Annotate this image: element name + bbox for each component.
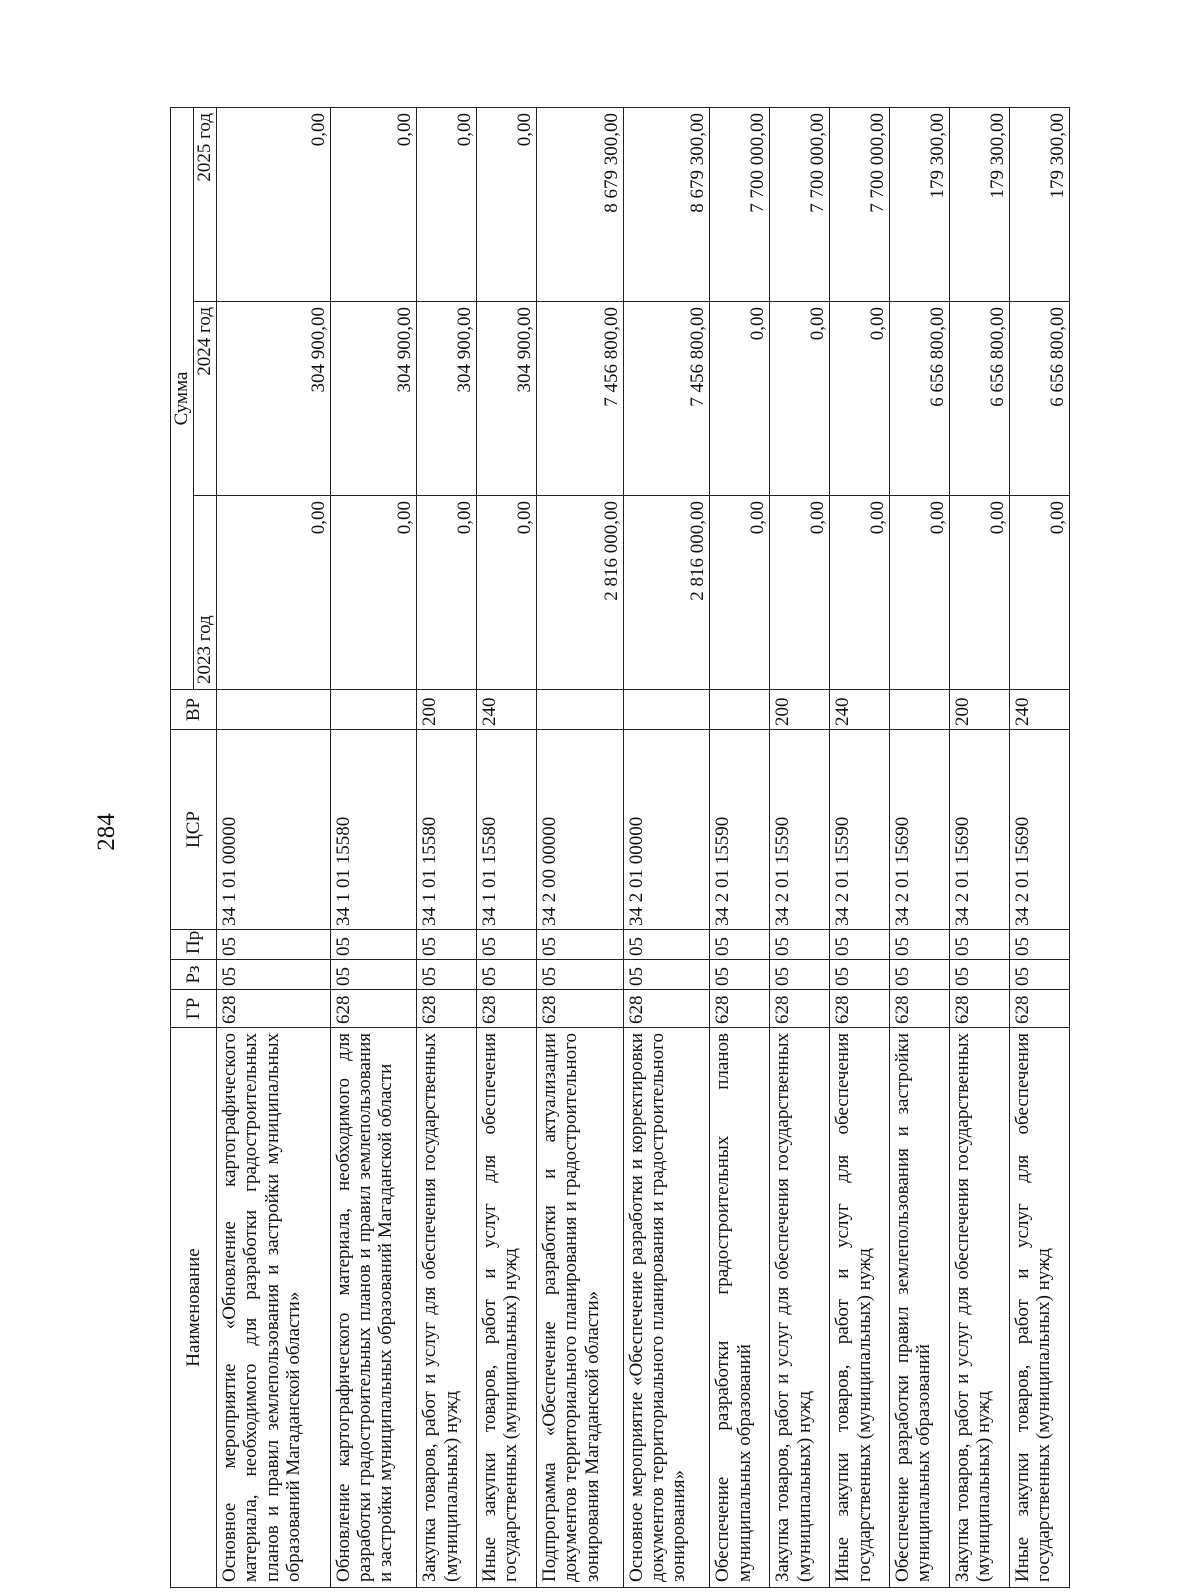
row-rz: 05 <box>537 960 624 990</box>
row-csr: 34 2 01 15590 <box>710 730 770 930</box>
row-gr: 628 <box>770 990 830 1028</box>
row-vr: 240 <box>477 690 537 730</box>
table-row <box>770 107 830 1587</box>
row-name: Обновление картографического материала, необходимого для разработки градостроительных планов и правил землепользования и застройки муниципальных образований Магаданской области <box>330 1028 417 1588</box>
row-pr: 05 <box>217 930 331 960</box>
header-row-top <box>171 107 194 1587</box>
row-gr: 628 <box>830 990 890 1028</box>
row-2025: 8 679 300,00 <box>537 107 624 301</box>
row-2024: 304 900,00 <box>417 302 477 496</box>
row-gr: 628 <box>623 990 710 1028</box>
row-name: Закупка товаров, работ и услуг для обеспечения государственных (муниципальных) нужд <box>950 1028 1010 1588</box>
table-row <box>330 107 417 1587</box>
header-2025: 2025 год <box>194 107 217 301</box>
row-pr: 05 <box>1010 930 1070 960</box>
row-2024: 304 900,00 <box>330 302 417 496</box>
row-pr: 05 <box>330 930 417 960</box>
table-row <box>477 107 537 1587</box>
row-name: Основное мероприятие «Обновление картографического материала, необходимого для разработки градостроительных планов и правил землепользования и застройки муниципальных образований Магаданской области» <box>217 1028 331 1588</box>
row-pr: 05 <box>770 930 830 960</box>
row-pr: 05 <box>830 930 890 960</box>
row-gr: 628 <box>217 990 331 1028</box>
row-vr <box>890 690 950 730</box>
row-rz: 05 <box>1010 960 1070 990</box>
row-2023: 0,00 <box>710 496 770 690</box>
row-rz: 05 <box>710 960 770 990</box>
header-2024: 2024 год <box>194 302 217 496</box>
budget-table-container <box>170 108 1070 1588</box>
row-2023: 0,00 <box>950 496 1010 690</box>
row-2023: 0,00 <box>330 496 417 690</box>
row-csr: 34 1 01 15580 <box>477 730 537 930</box>
row-2023: 0,00 <box>890 496 950 690</box>
header-rz: Рз <box>171 960 217 990</box>
page-number: 284 <box>93 813 120 851</box>
table-row <box>890 107 950 1587</box>
row-2025: 0,00 <box>477 107 537 301</box>
row-csr: 34 1 01 15580 <box>417 730 477 930</box>
row-2024: 304 900,00 <box>217 302 331 496</box>
row-2023: 0,00 <box>830 496 890 690</box>
row-pr: 05 <box>710 930 770 960</box>
header-pr: Пр <box>171 930 217 960</box>
row-csr: 34 2 01 15690 <box>950 730 1010 930</box>
row-gr: 628 <box>417 990 477 1028</box>
row-2023: 0,00 <box>1010 496 1070 690</box>
row-vr <box>217 690 331 730</box>
row-2025: 7 700 000,00 <box>830 107 890 301</box>
row-2024: 7 456 800,00 <box>537 302 624 496</box>
row-2023: 0,00 <box>477 496 537 690</box>
row-rz: 05 <box>330 960 417 990</box>
row-vr: 200 <box>770 690 830 730</box>
table-row <box>217 107 331 1587</box>
row-name: Иные закупки товаров, работ и услуг для обеспечения государственных (муниципальных) нужд <box>830 1028 890 1588</box>
row-csr: 34 2 01 15590 <box>830 730 890 930</box>
row-gr: 628 <box>537 990 624 1028</box>
row-2025: 0,00 <box>217 107 331 301</box>
row-pr: 05 <box>477 930 537 960</box>
row-vr: 200 <box>950 690 1010 730</box>
row-name: Обеспечение разработки градостроительных планов муниципальных образований <box>710 1028 770 1588</box>
row-rz: 05 <box>623 960 710 990</box>
row-2025: 179 300,00 <box>890 107 950 301</box>
row-gr: 628 <box>477 990 537 1028</box>
row-name: Закупка товаров, работ и услуг для обеспечения государственных (муниципальных) нужд <box>770 1028 830 1588</box>
table-row <box>537 107 624 1587</box>
row-rz: 05 <box>890 960 950 990</box>
header-vr: ВР <box>171 690 217 730</box>
row-2024: 6 656 800,00 <box>950 302 1010 496</box>
row-gr: 628 <box>950 990 1010 1028</box>
row-2025: 179 300,00 <box>1010 107 1070 301</box>
row-vr <box>710 690 770 730</box>
table-row <box>950 107 1010 1587</box>
row-csr: 34 2 01 15690 <box>1010 730 1070 930</box>
row-gr: 628 <box>330 990 417 1028</box>
row-csr: 34 2 01 00000 <box>623 730 710 930</box>
row-2023: 0,00 <box>217 496 331 690</box>
row-2024: 7 456 800,00 <box>623 302 710 496</box>
row-rz: 05 <box>950 960 1010 990</box>
row-gr: 628 <box>710 990 770 1028</box>
row-pr: 05 <box>417 930 477 960</box>
row-2023: 0,00 <box>770 496 830 690</box>
row-csr: 34 2 01 15690 <box>890 730 950 930</box>
row-2023: 0,00 <box>417 496 477 690</box>
table-row <box>1010 107 1070 1587</box>
row-vr: 200 <box>417 690 477 730</box>
row-vr <box>623 690 710 730</box>
row-vr: 240 <box>1010 690 1070 730</box>
row-pr: 05 <box>950 930 1010 960</box>
row-2024: 0,00 <box>830 302 890 496</box>
table-row <box>623 107 710 1587</box>
row-2025: 0,00 <box>330 107 417 301</box>
row-2024: 6 656 800,00 <box>890 302 950 496</box>
row-csr: 34 2 01 15590 <box>770 730 830 930</box>
row-2025: 7 700 000,00 <box>710 107 770 301</box>
row-rz: 05 <box>477 960 537 990</box>
row-vr: 240 <box>830 690 890 730</box>
row-2025: 8 679 300,00 <box>623 107 710 301</box>
header-gr: ГР <box>171 990 217 1028</box>
table-row <box>710 107 770 1587</box>
table-row <box>417 107 477 1587</box>
row-name: Подпрограмма «Обеспечение разработки и актуализации документов территориального планирования и градостроительного зонирования Магаданской области» <box>537 1028 624 1588</box>
row-pr: 05 <box>890 930 950 960</box>
row-2023: 2 816 000,00 <box>623 496 710 690</box>
row-gr: 628 <box>1010 990 1070 1028</box>
row-vr <box>330 690 417 730</box>
row-2025: 7 700 000,00 <box>770 107 830 301</box>
row-gr: 628 <box>890 990 950 1028</box>
budget-table <box>170 107 1070 1588</box>
row-2024: 6 656 800,00 <box>1010 302 1070 496</box>
row-2025: 179 300,00 <box>950 107 1010 301</box>
row-2025: 0,00 <box>417 107 477 301</box>
row-2023: 2 816 000,00 <box>537 496 624 690</box>
row-name: Обеспечение разработки правил землепользования и застройки муниципальных образований <box>890 1028 950 1588</box>
row-csr: 34 1 01 00000 <box>217 730 331 930</box>
row-pr: 05 <box>623 930 710 960</box>
row-rz: 05 <box>217 960 331 990</box>
row-name: Иные закупки товаров, работ и услуг для обеспечения государственных (муниципальных) нужд <box>477 1028 537 1588</box>
row-vr <box>537 690 624 730</box>
row-2024: 0,00 <box>770 302 830 496</box>
header-name: Наименование <box>171 1028 217 1588</box>
header-csr: ЦСР <box>171 730 217 930</box>
row-name: Основное мероприятие «Обеспечение разработки и корректировки документов территориального планирования и градостроительного зонирования» <box>623 1028 710 1588</box>
row-rz: 05 <box>417 960 477 990</box>
row-rz: 05 <box>830 960 890 990</box>
row-2024: 304 900,00 <box>477 302 537 496</box>
table-row <box>830 107 890 1587</box>
row-name: Закупка товаров, работ и услуг для обеспечения государственных (муниципальных) нужд <box>417 1028 477 1588</box>
row-pr: 05 <box>537 930 624 960</box>
header-sum: Сумма <box>171 107 194 689</box>
row-2024: 0,00 <box>710 302 770 496</box>
row-csr: 34 2 00 00000 <box>537 730 624 930</box>
row-rz: 05 <box>770 960 830 990</box>
row-csr: 34 1 01 15580 <box>330 730 417 930</box>
row-name: Иные закупки товаров, работ и услуг для обеспечения государственных (муниципальных) нужд <box>1010 1028 1070 1588</box>
header-2023: 2023 год <box>194 496 217 690</box>
